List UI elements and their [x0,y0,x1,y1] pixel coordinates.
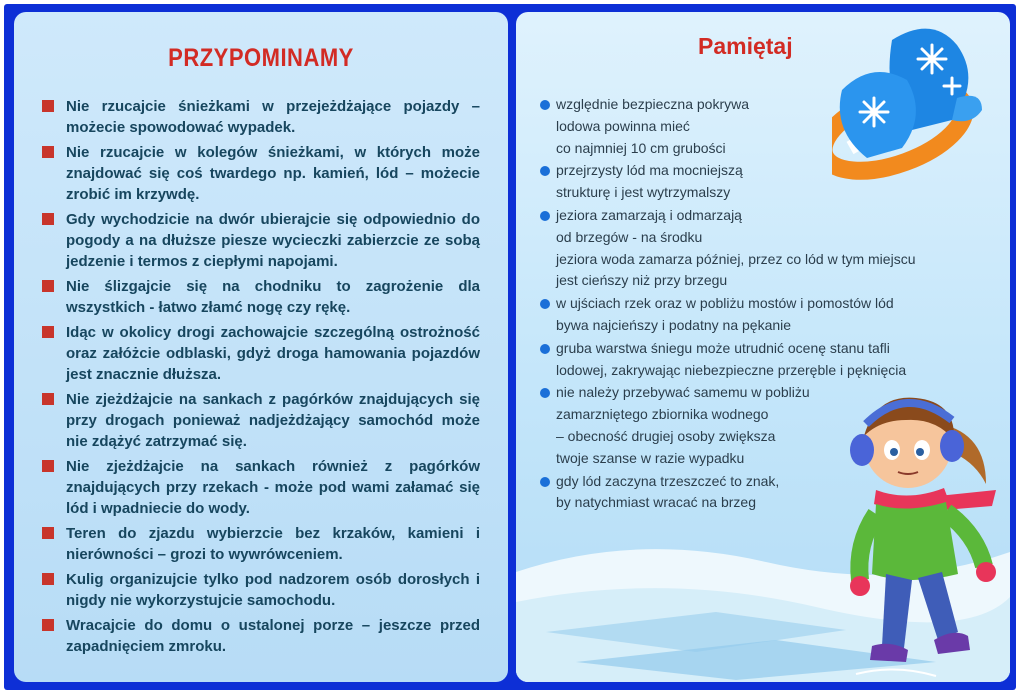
red-square-bullet-icon [42,100,54,112]
rule-item: Nie ślizgajcie się na chodniku to zagrożenie dla wszystkich - łatwo złamć nogę czy rękę. [40,276,480,318]
rule-item: Nie rzucajcie śnieżkami w przejeżdżające pojazdy – możecie spowodować wypadek. [40,96,480,138]
red-square-bullet-icon [42,527,54,539]
tip-item: gruba warstwa śniegu może utrudnić ocenę stanu tafli lodowej, zakrywając niebezpieczne przeręble i pęknięcia [538,338,998,382]
tip-item: przejrzysty lód ma mocniejszą strukturę i jest wytrzymalszy [538,160,998,204]
tip-item: w ujściach rzek oraz w pobliżu mostów i pomostów lód bywa najcieńszy i podatny na pękanie [538,293,998,337]
rule-item: Nie zjeżdżajcie na sankach z pagórków znajdujących się przy drogach ponieważ nadjeżdżający samochód może nie zdążyć zatrzymać się. [40,389,480,452]
tip-item: względnie bezpieczna pokrywa lodowa powinna mieć co najmniej 10 cm grubości [538,94,998,159]
rule-item: Wracajcie do domu o ustalonej porze – jeszcze przed zapadnięciem zmroku. [40,615,480,657]
rule-item: Teren do zjazdu wybierzcie bez krzaków, kamieni i nierówności – grozi to wywrówceniem. [40,523,480,565]
red-square-bullet-icon [42,393,54,405]
reminders-panel [14,12,508,682]
tip-item: gdy lód zaczyna trzeszczeć to znak, by natychmiast wracać na brzeg [538,471,998,515]
rule-item: Nie zjeżdżajcie na sankach również z pagórków znajdujących przy rzekach - może pod wami załamać się lód i wpadniecie do wody. [40,456,480,519]
reminders-list [40,96,480,661]
tip-item: jeziora zamarzają i odmarzają od brzegów - na środku jeziora woda zamarza później, przez co lód w tym miejscu jest cieńszy niż przy brzegu [538,205,998,292]
remember-title: Pamiętaj [698,33,793,59]
blue-dot-bullet-icon [540,211,550,221]
red-square-bullet-icon [42,326,54,338]
rule-item: Kulig organizujcie tylko pod nadzorem osób dorosłych i nigdy nie wykorzystujcie samochodu. [40,569,480,611]
blue-dot-bullet-icon [540,388,550,398]
remember-panel [516,12,1010,682]
red-square-bullet-icon [42,213,54,225]
blue-dot-bullet-icon [540,166,550,176]
red-square-bullet-icon [42,146,54,158]
red-square-bullet-icon [42,460,54,472]
reminders-title: PRZYPOMINAMY [168,43,354,72]
red-square-bullet-icon [42,619,54,631]
blue-dot-bullet-icon [540,100,550,110]
tip-item: nie należy przebywać samemu w pobliżu zamarzniętego zbiornika wodnego – obecność drugiej osoby zwiększa twoje szanse w razie wypadku [538,382,998,469]
red-square-bullet-icon [42,573,54,585]
blue-dot-bullet-icon [540,344,550,354]
girl-skating-illustration [846,384,1006,682]
blue-dot-bullet-icon [540,299,550,309]
red-square-bullet-icon [42,280,54,292]
rule-item: Gdy wychodzicie na dwór ubierajcie się odpowiednio do pogody a na dłuższe piesze wycieczki zabierzcie ze sobą jedzenie i termos z ciepłymi napojami. [40,209,480,272]
rule-item: Idąc w okolicy drogi zachowajcie szczególną ostrożność oraz załóżcie odblaski, gdyż droga hamowania pojazdów jest znacznie dłuższa. [40,322,480,385]
blue-dot-bullet-icon [540,477,550,487]
rule-item: Nie rzucajcie w kolegów śnieżkami, w których może znajdować się coś twardego np. kamień, lód – możecie zrobić im krzywdę. [40,142,480,205]
